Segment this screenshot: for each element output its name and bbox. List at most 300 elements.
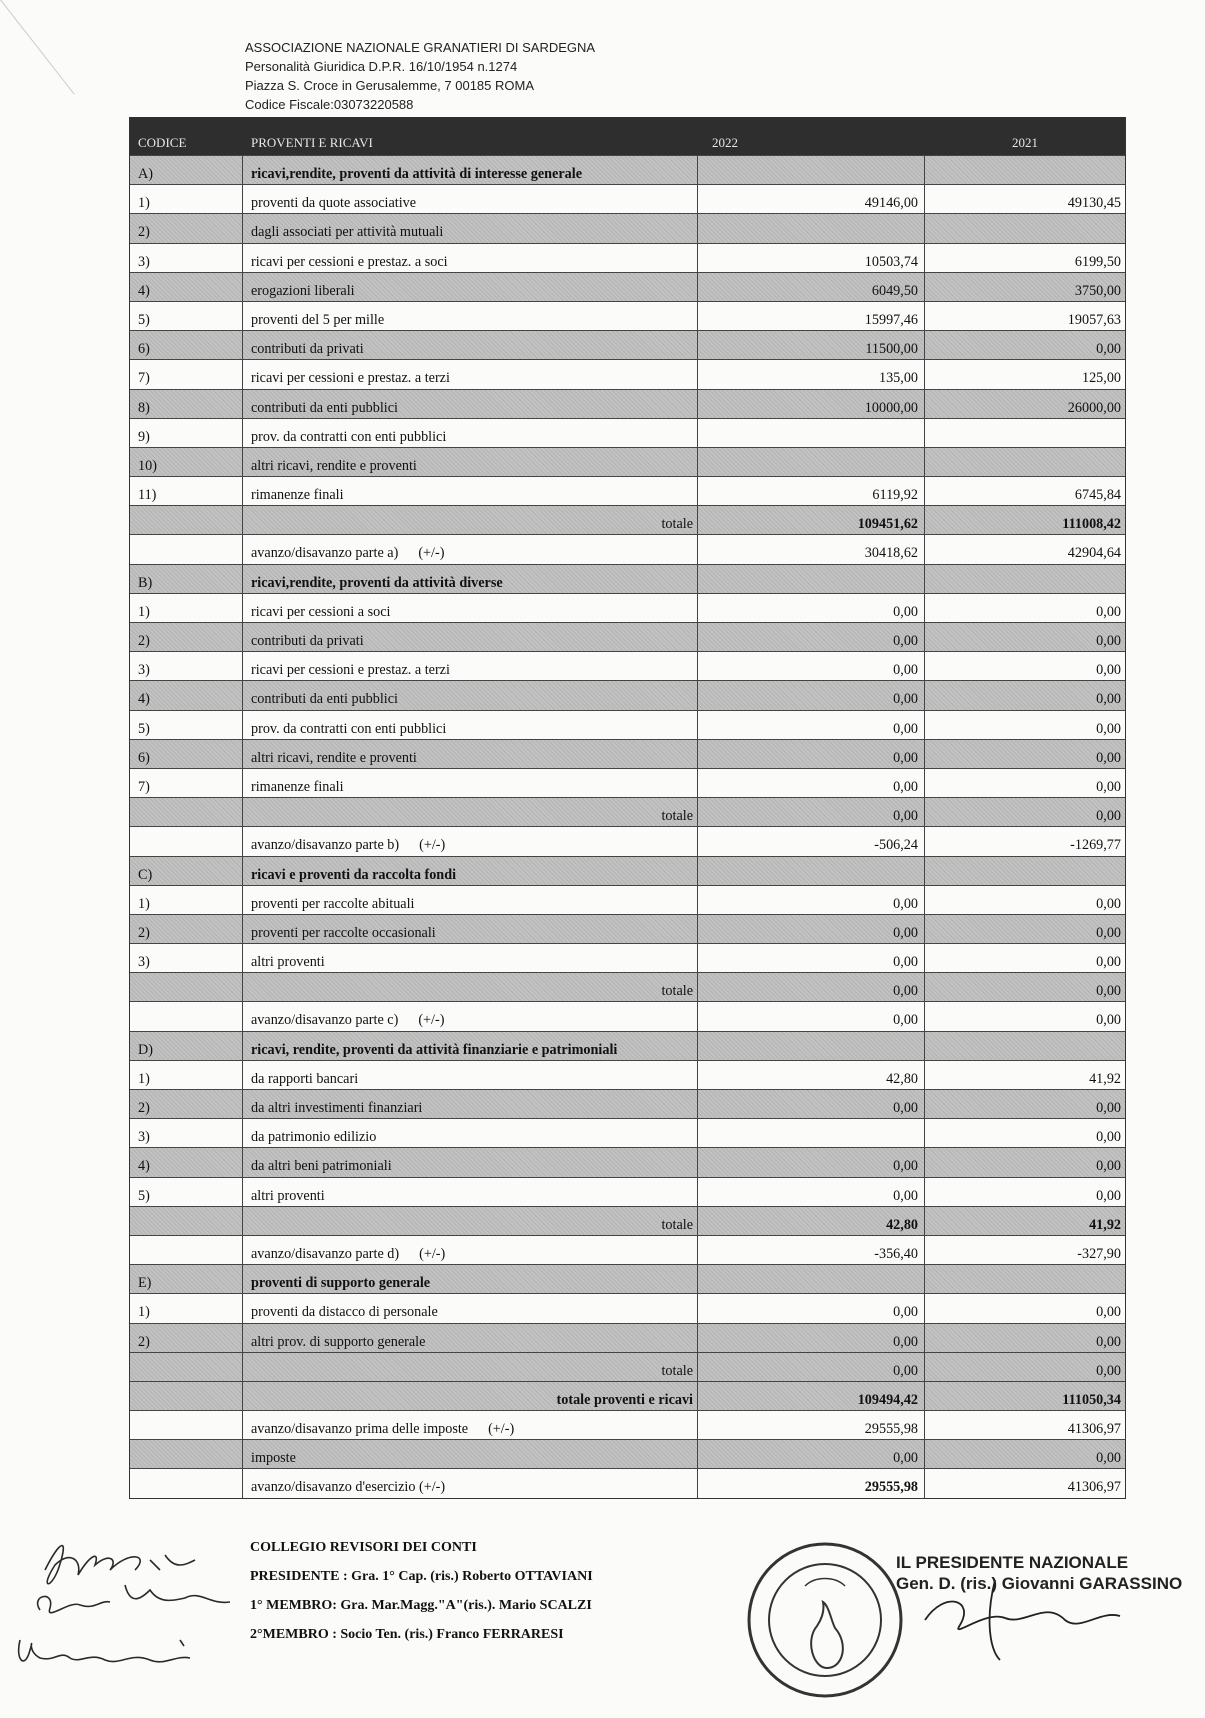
row-value-2021: 0,00 bbox=[1096, 1362, 1121, 1379]
row-description bbox=[243, 711, 698, 739]
row-description-text: avanzo/disavanzo d'esercizio (+/-) bbox=[251, 1479, 446, 1496]
row-value-2022: 0,00 bbox=[698, 681, 925, 709]
row-value-2021: 0,00 bbox=[1096, 1012, 1121, 1029]
row-value-2021: 42904,64 bbox=[1067, 545, 1121, 562]
row-value-2021: 41,92 bbox=[1089, 1070, 1121, 1087]
row-code bbox=[130, 1382, 243, 1410]
row-value-2021: -327,90 bbox=[1077, 1245, 1121, 1262]
row-value-2021: 0,00 bbox=[1096, 1129, 1121, 1146]
row-description bbox=[243, 244, 698, 272]
row-sign-note: (+/-) bbox=[488, 1421, 515, 1438]
row-value-2022: 49146,00 bbox=[698, 185, 925, 213]
signature-scalzi bbox=[38, 1585, 230, 1613]
row-description-text: avanzo/disavanzo prima delle imposte bbox=[251, 1421, 469, 1438]
row-description bbox=[243, 798, 698, 826]
row-code: 5) bbox=[130, 302, 243, 330]
row-description-text: altri proventi bbox=[251, 954, 325, 971]
row-description bbox=[243, 827, 698, 855]
row-description-text: proventi per raccolte occasionali bbox=[251, 924, 436, 941]
row-sign-note: (+/-) bbox=[418, 545, 445, 562]
row-code: 2) bbox=[130, 1090, 243, 1118]
table-row bbox=[130, 213, 1125, 242]
row-description bbox=[243, 1265, 698, 1293]
row-description bbox=[243, 944, 698, 972]
row-value-2022 bbox=[698, 1119, 925, 1147]
row-description-text: altri proventi bbox=[251, 1187, 325, 1204]
row-value-2021 bbox=[925, 214, 1125, 242]
row-value-2022: 135,00 bbox=[698, 360, 925, 388]
row-code: C) bbox=[130, 857, 243, 885]
row-value-2022: 0,00 bbox=[698, 1178, 925, 1206]
table-row bbox=[130, 243, 1125, 272]
table-row bbox=[130, 1439, 1125, 1468]
row-value-2022: 0,00 bbox=[698, 769, 925, 797]
row-description bbox=[243, 565, 698, 593]
row-value-2022 bbox=[698, 1032, 925, 1060]
row-value-2022: 109451,62 bbox=[698, 506, 925, 534]
table-row bbox=[130, 1177, 1125, 1206]
row-value-2021 bbox=[925, 565, 1125, 593]
row-description-text: prov. da contratti con enti pubblici bbox=[251, 428, 447, 445]
row-code bbox=[130, 1236, 243, 1264]
row-description bbox=[243, 1353, 698, 1381]
row-value-2021: 0,00 bbox=[1096, 895, 1121, 912]
row-description-text: rimanenze finali bbox=[251, 487, 344, 504]
table-row bbox=[130, 418, 1125, 447]
row-description-text: contributi da enti pubblici bbox=[251, 399, 398, 416]
row-value-2022: 30418,62 bbox=[698, 535, 925, 563]
row-value-2021: 0,00 bbox=[1096, 1100, 1121, 1116]
row-value-2021: 6199,50 bbox=[1074, 253, 1121, 270]
row-value-2021: 3750,00 bbox=[1074, 282, 1121, 299]
auditor-signatures bbox=[0, 1530, 245, 1718]
row-description bbox=[243, 857, 698, 885]
table-row bbox=[130, 797, 1125, 826]
row-value-2021: 0,00 bbox=[1096, 720, 1121, 737]
table-row bbox=[130, 1323, 1125, 1352]
table-row bbox=[130, 447, 1125, 476]
table-row bbox=[130, 476, 1125, 505]
signature-ottaviani bbox=[45, 1546, 195, 1584]
auditors-block bbox=[250, 1533, 593, 1649]
row-sign-note: (+/-) bbox=[419, 837, 446, 854]
row-description-text: totale bbox=[661, 983, 693, 1000]
row-description-text: proventi per raccolte abituali bbox=[251, 895, 415, 912]
row-value-2021 bbox=[925, 857, 1125, 885]
row-code: 3) bbox=[130, 244, 243, 272]
row-value-2022: 0,00 bbox=[698, 711, 925, 739]
president-block bbox=[896, 1552, 1182, 1594]
row-description-text: ricavi,rendite, proventi da attività di interesse generale bbox=[251, 166, 582, 182]
row-description-text: da patrimonio edilizio bbox=[251, 1129, 377, 1146]
row-description bbox=[243, 185, 698, 213]
row-code: 2) bbox=[130, 1324, 243, 1352]
row-code: B) bbox=[130, 565, 243, 593]
row-description-text: ricavi, rendite, proventi da attività finanziarie e patrimoniali bbox=[251, 1041, 618, 1058]
row-value-2021: 0,00 bbox=[1096, 1450, 1121, 1467]
row-description bbox=[243, 594, 698, 622]
row-code bbox=[130, 827, 243, 855]
row-code bbox=[130, 798, 243, 826]
row-code: 1) bbox=[130, 1061, 243, 1089]
row-code bbox=[130, 1207, 243, 1235]
table-row bbox=[130, 710, 1125, 739]
row-value-2021 bbox=[925, 448, 1125, 476]
row-description bbox=[243, 360, 698, 388]
row-description bbox=[243, 1032, 698, 1060]
row-value-2022: 0,00 bbox=[698, 1148, 925, 1176]
row-description bbox=[243, 623, 698, 651]
row-value-2022: 10503,74 bbox=[698, 244, 925, 272]
row-description bbox=[243, 1207, 698, 1235]
row-value-2021: 41306,97 bbox=[1067, 1479, 1121, 1496]
president-name: Gen. D. (ris.) Giovanni GARASSINO bbox=[896, 1574, 1183, 1593]
row-description-text: totale bbox=[661, 808, 693, 825]
row-code bbox=[130, 1411, 243, 1439]
letterhead-line: Piazza S. Croce in Gerusalemme, 7 00185 ROMA bbox=[245, 78, 535, 93]
row-code: 7) bbox=[130, 360, 243, 388]
row-code: 6) bbox=[130, 331, 243, 359]
auditors-member-1: 1° MEMBRO: Gra. Mar.Magg."A"(ris.). Mario SCALZI bbox=[250, 1598, 592, 1613]
row-value-2021: 125,00 bbox=[1081, 370, 1121, 387]
seal-flame-mark bbox=[805, 1579, 845, 1587]
row-value-2022: 0,00 bbox=[698, 1353, 925, 1381]
row-description bbox=[243, 1411, 698, 1439]
seal-outer-ring bbox=[749, 1544, 901, 1696]
row-description bbox=[243, 390, 698, 418]
row-description bbox=[243, 652, 698, 680]
row-code bbox=[130, 1002, 243, 1030]
row-code bbox=[130, 535, 243, 563]
row-value-2022: 0,00 bbox=[698, 915, 925, 943]
row-description bbox=[243, 1294, 698, 1322]
row-description-text: ricavi e proventi da raccolta fondi bbox=[251, 866, 457, 883]
row-code: 1) bbox=[130, 185, 243, 213]
row-value-2021: 0,00 bbox=[1096, 603, 1121, 620]
table-row bbox=[130, 914, 1125, 943]
row-code: 1) bbox=[130, 594, 243, 622]
table-row bbox=[130, 1118, 1125, 1147]
row-value-2022: 42,80 bbox=[698, 1207, 925, 1235]
row-value-2022: 0,00 bbox=[698, 944, 925, 972]
row-value-2022: 0,00 bbox=[698, 886, 925, 914]
row-value-2022 bbox=[698, 857, 925, 885]
row-description-text: proventi di supporto generale bbox=[251, 1275, 431, 1292]
row-value-2021: 0,00 bbox=[1096, 924, 1121, 941]
header-code: CODICE bbox=[138, 135, 187, 150]
auditors-title: COLLEGIO REVISORI DEI CONTI bbox=[250, 1540, 477, 1555]
table-row bbox=[130, 1468, 1125, 1497]
row-value-2021: 0,00 bbox=[1096, 778, 1121, 795]
row-value-2022: 0,00 bbox=[698, 623, 925, 651]
row-value-2021: 111008,42 bbox=[1062, 516, 1121, 533]
row-description bbox=[243, 302, 698, 330]
row-description-text: proventi da distacco di personale bbox=[251, 1304, 438, 1321]
row-value-2022: 42,80 bbox=[698, 1061, 925, 1089]
row-description-text: avanzo/disavanzo parte b) bbox=[251, 837, 400, 854]
row-code: 4) bbox=[130, 1148, 243, 1176]
row-description bbox=[243, 1148, 698, 1176]
row-value-2021: 0,00 bbox=[1096, 1304, 1121, 1321]
row-value-2022: 0,00 bbox=[698, 1324, 925, 1352]
row-value-2022: 0,00 bbox=[698, 740, 925, 768]
income-table bbox=[129, 117, 1126, 1499]
letterhead-line: Personalità Giuridica D.P.R. 16/10/1954 n.1274 bbox=[245, 59, 518, 74]
row-value-2022 bbox=[698, 448, 925, 476]
row-value-2021: 19057,63 bbox=[1067, 311, 1121, 328]
row-value-2021: 41306,97 bbox=[1067, 1421, 1121, 1438]
row-description-text: totale bbox=[661, 1362, 693, 1379]
row-code: E) bbox=[130, 1265, 243, 1293]
row-description bbox=[243, 740, 698, 768]
letterhead bbox=[245, 38, 595, 114]
row-value-2021: 41,92 bbox=[1089, 1216, 1121, 1233]
row-value-2021: 0,00 bbox=[1096, 662, 1121, 679]
header-year-2022: 2022 bbox=[712, 135, 738, 150]
row-value-2022 bbox=[698, 565, 925, 593]
row-description-text: proventi del 5 per mille bbox=[251, 311, 385, 328]
row-description bbox=[243, 1324, 698, 1352]
row-value-2021: 0,00 bbox=[1096, 954, 1121, 971]
table-row bbox=[130, 622, 1125, 651]
row-value-2022: 6119,92 bbox=[698, 477, 925, 505]
signature-ferraresi bbox=[19, 1640, 190, 1662]
row-code: 1) bbox=[130, 1294, 243, 1322]
table-row bbox=[130, 272, 1125, 301]
row-code: 3) bbox=[130, 652, 243, 680]
table-row bbox=[130, 359, 1125, 388]
row-value-2022: 0,00 bbox=[698, 1002, 925, 1030]
seal-inner-ring bbox=[769, 1564, 881, 1676]
auditors-member-2: 2°MEMBRO : Socio Ten. (ris.) Franco FERRARESI bbox=[250, 1627, 564, 1642]
row-code: 7) bbox=[130, 769, 243, 797]
row-code: 5) bbox=[130, 711, 243, 739]
row-description bbox=[243, 1002, 698, 1030]
table-row bbox=[130, 739, 1125, 768]
table-row bbox=[130, 155, 1125, 184]
row-description bbox=[243, 156, 698, 184]
row-code: 10) bbox=[130, 448, 243, 476]
table-row bbox=[130, 885, 1125, 914]
row-value-2021 bbox=[925, 419, 1125, 447]
row-value-2021: 0,00 bbox=[1096, 808, 1121, 825]
row-value-2021: 0,00 bbox=[1096, 341, 1121, 358]
row-description bbox=[243, 1061, 698, 1089]
row-description bbox=[243, 419, 698, 447]
row-code bbox=[130, 1469, 243, 1497]
row-description-text: contributi da privati bbox=[251, 341, 364, 358]
grenade-emblem-icon bbox=[811, 1602, 843, 1668]
row-description-text: altri ricavi, rendite e proventi bbox=[251, 749, 417, 766]
row-description-text: avanzo/disavanzo parte d) bbox=[251, 1245, 400, 1262]
table-row bbox=[130, 1031, 1125, 1060]
row-code: 2) bbox=[130, 623, 243, 651]
row-description-text: da altri investimenti finanziari bbox=[251, 1100, 423, 1116]
row-description bbox=[243, 448, 698, 476]
row-value-2022: 29555,98 bbox=[698, 1411, 925, 1439]
row-description-text: totale bbox=[661, 516, 693, 533]
header-year-2021: 2021 bbox=[1012, 135, 1038, 150]
row-code: D) bbox=[130, 1032, 243, 1060]
row-value-2022 bbox=[698, 214, 925, 242]
row-description-text: totale bbox=[661, 1216, 693, 1233]
row-value-2022 bbox=[698, 156, 925, 184]
table-row bbox=[130, 1235, 1125, 1264]
row-description bbox=[243, 1236, 698, 1264]
row-code: 4) bbox=[130, 273, 243, 301]
row-description bbox=[243, 1382, 698, 1410]
row-value-2022: 11500,00 bbox=[698, 331, 925, 359]
table-row bbox=[130, 1060, 1125, 1089]
row-value-2021: 0,00 bbox=[1096, 633, 1121, 649]
table-row bbox=[130, 534, 1125, 563]
row-description-text: ricavi,rendite, proventi da attività diverse bbox=[251, 574, 503, 591]
scan-edge bbox=[0, 0, 122, 95]
table-row bbox=[130, 768, 1125, 797]
row-description-text: proventi da quote associative bbox=[251, 195, 417, 212]
table-row bbox=[130, 330, 1125, 359]
row-code: 5) bbox=[130, 1178, 243, 1206]
row-code: 9) bbox=[130, 419, 243, 447]
row-description bbox=[243, 769, 698, 797]
row-description bbox=[243, 1440, 698, 1468]
row-description bbox=[243, 886, 698, 914]
table-row bbox=[130, 972, 1125, 1001]
row-description-text: rimanenze finali bbox=[251, 778, 344, 795]
row-value-2022: 0,00 bbox=[698, 973, 925, 1001]
row-description-text: ricavi per cessioni e prestaz. a soci bbox=[251, 253, 448, 270]
row-description-text: da altri beni patrimoniali bbox=[251, 1158, 392, 1175]
row-code: 8) bbox=[130, 390, 243, 418]
table-row bbox=[130, 505, 1125, 534]
row-value-2021: 26000,00 bbox=[1067, 399, 1121, 416]
table-row bbox=[130, 1352, 1125, 1381]
row-value-2022: 10000,00 bbox=[698, 390, 925, 418]
row-description bbox=[243, 506, 698, 534]
row-code bbox=[130, 506, 243, 534]
table-row bbox=[130, 856, 1125, 885]
row-value-2021: 0,00 bbox=[1096, 691, 1121, 708]
row-value-2021 bbox=[925, 1265, 1125, 1293]
header-description: PROVENTI E RICAVI bbox=[251, 135, 373, 150]
row-value-2022: 0,00 bbox=[698, 1440, 925, 1468]
table-row bbox=[130, 1381, 1125, 1410]
row-code: 2) bbox=[130, 915, 243, 943]
row-value-2021: 49130,45 bbox=[1067, 195, 1121, 212]
auditors-president: PRESIDENTE : Gra. 1° Cap. (ris.) Roberto OTTAVIANI bbox=[250, 1569, 593, 1584]
row-code: 4) bbox=[130, 681, 243, 709]
row-description-text: totale proventi e ricavi bbox=[556, 1391, 693, 1408]
row-description bbox=[243, 477, 698, 505]
row-description-text: altri ricavi, rendite e proventi bbox=[251, 457, 417, 474]
row-description-text: avanzo/disavanzo parte c) bbox=[251, 1012, 399, 1029]
row-description bbox=[243, 1090, 698, 1118]
table-row bbox=[130, 651, 1125, 680]
row-value-2022: 109494,42 bbox=[698, 1382, 925, 1410]
row-code: 3) bbox=[130, 944, 243, 972]
row-description-text: prov. da contratti con enti pubblici bbox=[251, 720, 447, 737]
row-value-2021: 0,00 bbox=[1096, 1158, 1121, 1175]
row-value-2022: 0,00 bbox=[698, 1090, 925, 1118]
row-value-2022: 6049,50 bbox=[698, 273, 925, 301]
row-value-2021: 0,00 bbox=[1096, 1187, 1121, 1204]
row-value-2022: 29555,98 bbox=[698, 1469, 925, 1497]
table-row bbox=[130, 1001, 1125, 1030]
row-description-text: ricavi per cessioni e prestaz. a terzi bbox=[251, 662, 450, 679]
row-code: 11) bbox=[130, 477, 243, 505]
row-value-2022 bbox=[698, 419, 925, 447]
row-code: 1) bbox=[130, 886, 243, 914]
row-description bbox=[243, 535, 698, 563]
row-description-text: contributi da privati bbox=[251, 633, 364, 649]
row-description-text: avanzo/disavanzo parte a) bbox=[251, 545, 399, 562]
table-row bbox=[130, 826, 1125, 855]
row-value-2021 bbox=[925, 156, 1125, 184]
table-row bbox=[130, 943, 1125, 972]
president-role: IL PRESIDENTE NAZIONALE bbox=[896, 1553, 1129, 1572]
table-row bbox=[130, 184, 1125, 213]
row-description bbox=[243, 915, 698, 943]
row-value-2021: 6745,84 bbox=[1074, 487, 1121, 504]
letterhead-line: Codice Fiscale:03073220588 bbox=[245, 97, 414, 112]
row-description-text: erogazioni liberali bbox=[251, 282, 355, 299]
table-row bbox=[130, 1410, 1125, 1439]
table-row bbox=[130, 564, 1125, 593]
row-value-2022 bbox=[698, 1265, 925, 1293]
row-description bbox=[243, 1178, 698, 1206]
table-row bbox=[130, 389, 1125, 418]
row-description-text: ricavi per cessioni e prestaz. a terzi bbox=[251, 370, 450, 387]
row-code: 6) bbox=[130, 740, 243, 768]
row-value-2021: 0,00 bbox=[1096, 983, 1121, 1000]
row-value-2021: 0,00 bbox=[1096, 1333, 1121, 1350]
table-row bbox=[130, 1264, 1125, 1293]
row-description-text: dagli associati per attività mutuali bbox=[251, 224, 444, 241]
row-value-2022: 0,00 bbox=[698, 798, 925, 826]
table-row bbox=[130, 1147, 1125, 1176]
row-description-text: contributi da enti pubblici bbox=[251, 691, 398, 708]
row-code: 3) bbox=[130, 1119, 243, 1147]
row-value-2022: -506,24 bbox=[698, 827, 925, 855]
row-code: A) bbox=[130, 156, 243, 184]
row-value-2021 bbox=[925, 1032, 1125, 1060]
row-value-2022: 15997,46 bbox=[698, 302, 925, 330]
row-value-2022: 0,00 bbox=[698, 594, 925, 622]
row-value-2021: -1269,77 bbox=[1070, 837, 1121, 854]
row-value-2022: -356,40 bbox=[698, 1236, 925, 1264]
row-description bbox=[243, 1119, 698, 1147]
table-row bbox=[130, 1206, 1125, 1235]
row-description bbox=[243, 331, 698, 359]
row-description bbox=[243, 973, 698, 1001]
row-description bbox=[243, 214, 698, 242]
table-header bbox=[130, 117, 1125, 155]
row-description bbox=[243, 681, 698, 709]
row-code bbox=[130, 1440, 243, 1468]
table-row bbox=[130, 593, 1125, 622]
table-row bbox=[130, 680, 1125, 709]
row-description-text: imposte bbox=[251, 1450, 296, 1467]
row-value-2022: 0,00 bbox=[698, 1294, 925, 1322]
row-description-text: da rapporti bancari bbox=[251, 1070, 359, 1087]
table-body bbox=[130, 155, 1125, 1498]
row-sign-note: (+/-) bbox=[418, 1012, 445, 1029]
row-description bbox=[243, 1469, 698, 1497]
row-code bbox=[130, 973, 243, 1001]
row-description-text: ricavi per cessioni a soci bbox=[251, 603, 391, 620]
row-code bbox=[130, 1353, 243, 1381]
row-code: 2) bbox=[130, 214, 243, 242]
